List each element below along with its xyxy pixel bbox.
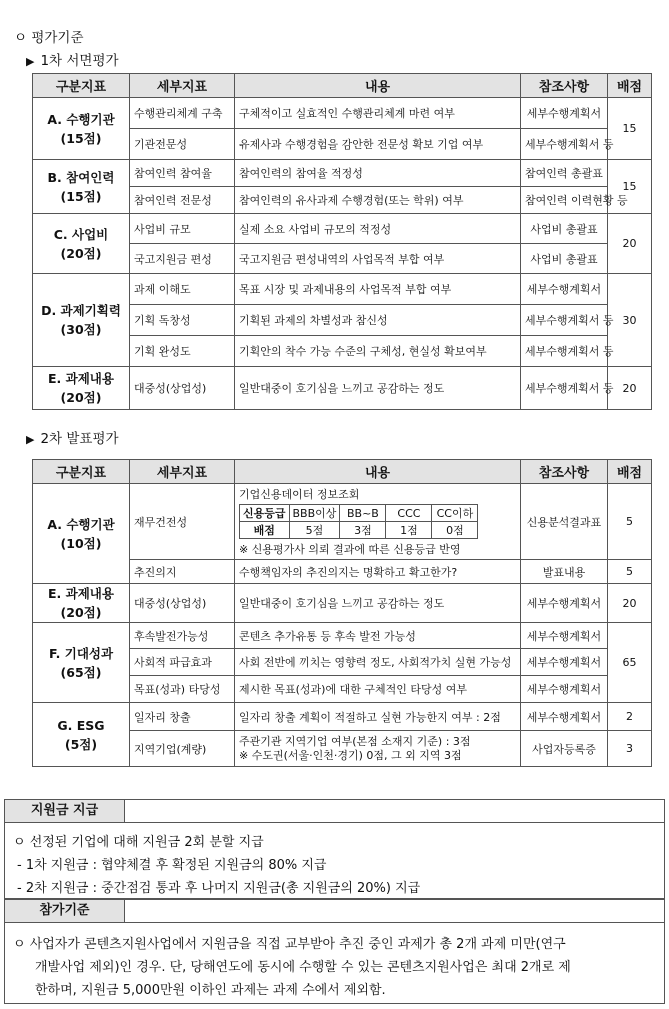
reference-cell: 사업비 총괄표	[521, 244, 608, 274]
round1-header-row	[33, 74, 652, 98]
detail-cell: 기획 독창성	[130, 305, 235, 336]
reference-cell: 세부수행계획서	[521, 703, 608, 731]
grant-line-3: - 2차 지원금 : 중간점검 통과 후 나머지 지원금(총 지원금의 20%) 지급	[17, 881, 421, 896]
score-cell: 5	[608, 560, 652, 584]
credit-grade-label: 신용등급	[240, 505, 290, 522]
score-cell: 20	[608, 584, 652, 623]
detail-cell: 대중성(상업성)	[130, 584, 235, 623]
header-detail: 세부지표	[130, 460, 235, 484]
grant-label: 지원금 지급	[5, 800, 125, 822]
detail-cell: 목표(성과) 타당성	[130, 676, 235, 703]
round1-heading-text: 1차 서면평가	[40, 53, 119, 69]
score-cell: 5	[608, 484, 652, 560]
header-category: 구분지표	[33, 74, 130, 98]
content-cell: 참여인력의 유사과제 수행경험(또는 학위) 여부	[235, 187, 521, 214]
credit-grade: CCC	[386, 505, 432, 522]
detail-cell: 지역기업(계량)	[130, 731, 235, 767]
score-cell: 2	[608, 703, 652, 731]
header-reference: 참조사항	[521, 460, 608, 484]
credit-score: 1점	[386, 522, 432, 539]
content-cell: 기획된 과제의 차별성과 참신성	[235, 305, 521, 336]
table-row	[33, 214, 652, 244]
table-row	[33, 274, 652, 305]
credit-score: 3점	[340, 522, 386, 539]
category-cell: E. 과제내용 (20점)	[33, 584, 130, 623]
table-row	[33, 703, 652, 731]
content-cell: 국고지원금 편성내역의 사업목적 부합 여부	[235, 244, 521, 274]
credit-score: 5점	[289, 522, 340, 539]
content-cell: 참여인력의 참여율 적정성	[235, 160, 521, 187]
credit-score: 0점	[432, 522, 478, 539]
content-cell: 일반대중이 호기심을 느끼고 공감하는 정도	[235, 367, 521, 410]
grant-line-2: - 1차 지원금 : 협약체결 후 확정된 지원금의 80% 지급	[17, 858, 327, 873]
credit-score-label: 배점	[240, 522, 290, 539]
credit-grade: BB~B	[340, 505, 386, 522]
table-row	[33, 160, 652, 187]
detail-cell: 사업비 규모	[130, 214, 235, 244]
score-cell: 20	[608, 367, 652, 410]
table-row	[33, 98, 652, 129]
header-detail: 세부지표	[130, 74, 235, 98]
round2-heading-text: 2차 발표평가	[40, 431, 119, 447]
content-cell: 수행책임자의 추진의지는 명확하고 확고한가?	[235, 560, 521, 584]
criteria-heading: ㅇ 평가기준	[14, 30, 84, 46]
credit-grade: CC이하	[432, 505, 478, 522]
reference-cell: 발표내용	[521, 560, 608, 584]
reference-cell: 세부수행계획서	[521, 98, 608, 129]
score-cell: 65	[608, 623, 652, 703]
score-cell: 15	[608, 98, 652, 160]
category-cell: D. 과제기획력 (30점)	[33, 274, 130, 367]
score-cell: 15	[608, 160, 652, 214]
credit-grade: BBB이상	[289, 505, 340, 522]
reference-label: 참가기준	[5, 900, 125, 922]
header-score: 배점	[608, 460, 652, 484]
round1-table	[32, 73, 652, 410]
detail-cell: 사회적 파급효과	[130, 649, 235, 676]
reference-cell: 신용분석결과표	[521, 484, 608, 560]
content-cell: 사회 전반에 끼치는 영향력 정도, 사회적가치 실현 가능성	[235, 649, 521, 676]
round1-heading	[26, 49, 119, 69]
category-cell: E. 과제내용 (20점)	[33, 367, 130, 410]
content-cell: 일자리 창출 계획이 적절하고 실현 가능한지 여부 : 2점	[235, 703, 521, 731]
round2-header-row	[33, 460, 652, 484]
detail-cell: 후속발전가능성	[130, 623, 235, 649]
credit-note: ※ 신용평가사 의뢰 결과에 따른 신용등급 반영	[239, 543, 461, 556]
category-cell: B. 참여인력 (15점)	[33, 160, 130, 214]
triangle-bullet-icon: ▶	[26, 55, 35, 68]
category-cell: A. 수행기관 (15점)	[33, 98, 130, 160]
detail-cell: 기획 완성도	[130, 336, 235, 367]
content-cell: 콘텐츠 추가유통 등 후속 발전 가능성	[235, 623, 521, 649]
reference-cell: 세부수행계획서 등	[521, 129, 608, 160]
reference-section-body	[4, 923, 665, 1004]
credit-grade-row	[240, 505, 478, 522]
detail-cell: 기관전문성	[130, 129, 235, 160]
category-cell: F. 기대성과 (65점)	[33, 623, 130, 703]
reference-cell: 세부수행계획서	[521, 623, 608, 649]
credit-score-row	[240, 522, 478, 539]
table-row	[33, 584, 652, 623]
content-cell: 목표 시장 및 과제내용의 사업목적 부합 여부	[235, 274, 521, 305]
detail-cell: 과제 이해도	[130, 274, 235, 305]
grant-line-1: ㅇ 선정된 기업에 대해 지원금 2회 분할 지급	[13, 835, 264, 850]
reference-cell: 세부수행계획서	[521, 274, 608, 305]
reference-cell: 세부수행계획서	[521, 584, 608, 623]
content-cell: 주관기관 지역기업 여부(본점 소재지 기준) : 3점 ※ 수도권(서울·인천·경기) 0점, 그 외 지역 3점	[235, 731, 521, 767]
round2-heading	[26, 427, 119, 447]
content-cell: 기획안의 착수 가능 수준의 구체성, 현실성 확보여부	[235, 336, 521, 367]
header-content: 내용	[235, 460, 521, 484]
content-cell: 제시한 목표(성과)에 대한 구체적인 타당성 여부	[235, 676, 521, 703]
reference-line-1: ㅇ 사업자가 콘텐츠지원사업에서 지원금을 직접 교부받아 추진 중인 과제가 총 2개 과제 미만(연구	[13, 937, 566, 952]
reference-cell: 사업비 총괄표	[521, 214, 608, 244]
reference-line-2: 개발사업 제외)인 경우. 단, 당해연도에 동시에 수행할 수 있는 콘텐츠지원사업은 최대 2개로 제	[35, 960, 571, 975]
reference-cell: 세부수행계획서 등	[521, 336, 608, 367]
header-content: 내용	[235, 74, 521, 98]
detail-cell: 대중성(상업성)	[130, 367, 235, 410]
content-cell: 유제사과 수행경험을 감안한 전문성 확보 기업 여부	[235, 129, 521, 160]
content-cell: 구체적이고 실효적인 수행관리체계 마련 여부	[235, 98, 521, 129]
detail-cell: 국고지원금 편성	[130, 244, 235, 274]
detail-cell: 일자리 창출	[130, 703, 235, 731]
reference-cell: 참여인력 이력현황 등	[521, 187, 608, 214]
reference-cell: 세부수행계획서 등	[521, 367, 608, 410]
detail-cell: 참여인력 전문성	[130, 187, 235, 214]
reference-cell: 세부수행계획서	[521, 649, 608, 676]
content-cell	[235, 484, 521, 560]
table-row	[33, 484, 652, 560]
triangle-bullet-icon: ▶	[26, 433, 35, 446]
detail-cell: 재무건전성	[130, 484, 235, 560]
reference-cell: 사업자등록증	[521, 731, 608, 767]
detail-cell: 참여인력 참여율	[130, 160, 235, 187]
score-cell: 20	[608, 214, 652, 274]
score-cell: 30	[608, 274, 652, 367]
category-cell: A. 수행기관 (10점)	[33, 484, 130, 584]
reference-cell: 참여인력 총괄표	[521, 160, 608, 187]
reference-cell: 세부수행계획서	[521, 676, 608, 703]
reference-cell: 세부수행계획서 등	[521, 305, 608, 336]
credit-data-title: 기업신용데이터 정보조회	[239, 488, 360, 501]
detail-cell: 수행관리체계 구축	[130, 98, 235, 129]
reference-section-header	[4, 899, 665, 923]
grant-section-header	[4, 799, 665, 823]
header-reference: 참조사항	[521, 74, 608, 98]
header-score: 배점	[608, 74, 652, 98]
category-cell: C. 사업비 (20점)	[33, 214, 130, 274]
round2-table	[32, 459, 652, 767]
category-cell: G. ESG (5점)	[33, 703, 130, 767]
table-row	[33, 623, 652, 649]
credit-grade-table	[239, 504, 478, 539]
score-cell: 3	[608, 731, 652, 767]
table-row	[33, 367, 652, 410]
detail-cell: 추진의지	[130, 560, 235, 584]
reference-line-3: 한하며, 지원금 5,000만원 이하인 과제는 과제 수에서 제외함.	[35, 983, 386, 998]
header-category: 구분지표	[33, 460, 130, 484]
content-cell: 실제 소요 사업비 규모의 적정성	[235, 214, 521, 244]
content-cell: 일반대중이 호기심을 느끼고 공감하는 정도	[235, 584, 521, 623]
grant-section-body	[4, 823, 665, 899]
